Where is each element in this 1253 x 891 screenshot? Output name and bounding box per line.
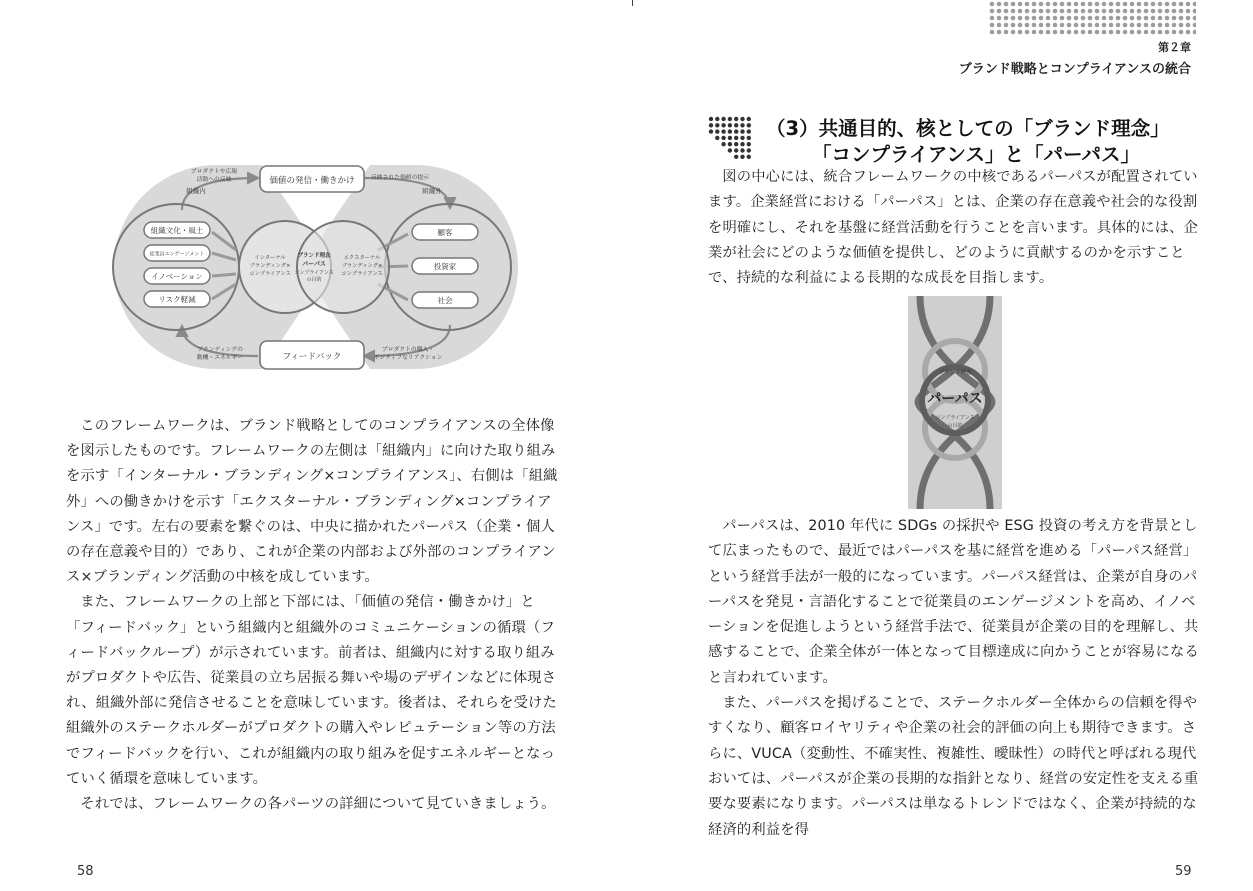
pattern-dot — [1137, 16, 1142, 21]
pattern-dot — [1186, 23, 1191, 28]
pattern-dot — [1081, 23, 1086, 28]
pattern-dot — [1165, 2, 1170, 7]
pattern-dot — [1123, 23, 1128, 28]
heading-mark-dot — [747, 136, 751, 140]
pattern-dot — [1130, 30, 1135, 35]
heading-mark-dot — [715, 123, 719, 127]
pattern-dot — [1067, 16, 1072, 21]
pattern-dot — [1074, 30, 1079, 35]
pattern-dot — [1053, 23, 1058, 28]
heading-mark-dot — [747, 129, 751, 133]
pattern-dot — [1151, 30, 1156, 35]
heading-mark-dot — [747, 155, 751, 159]
internal-center-1: インターナル — [254, 255, 286, 261]
figure-label-bottom-2: の目的 — [947, 423, 963, 429]
pattern-dot — [1046, 23, 1051, 28]
pattern-dot — [1109, 2, 1114, 7]
heading-mark-dot — [740, 129, 744, 133]
pattern-dot — [997, 30, 1002, 35]
pattern-dot — [997, 2, 1002, 7]
pattern-dot — [1116, 23, 1121, 28]
pattern-dot — [1151, 16, 1156, 21]
diagram-label-external: 組織外 — [422, 187, 442, 195]
heading-mark-dot — [709, 123, 713, 127]
pattern-dot — [1004, 16, 1009, 21]
heading-mark-dot — [734, 123, 738, 127]
pattern-dot — [990, 2, 995, 7]
pattern-dot — [1095, 30, 1100, 35]
pattern-dot — [1039, 30, 1044, 35]
pattern-dot — [990, 30, 995, 35]
internal-item-3: イノベーション — [151, 272, 203, 281]
heading-mark-dot — [715, 117, 719, 121]
heading-mark-dot — [740, 142, 744, 146]
paragraph: また、フレームワークの上部と下部には、「価値の発信・働きかけ」と「フィードバック」という組織内と組織外のコミュニケーションの循環（フィードバックループ）が示されています。前者は、組織内に対する取り組みがプロダクトや広告、従業員の立ち居振る舞いや場のデザインなどに体現され、組織外部に発信させることを意味しています。後者は、それらを受けた組織外のステークホルダーがプロダクトの購入やレピュテーション等の方法でフィードバックを行い、これが組織内の取り組みを促すエネルギーとなっていく循環を意味しています。 — [66, 594, 557, 787]
pattern-dot — [1011, 30, 1016, 35]
pattern-dot — [1032, 16, 1037, 21]
pattern-dot — [1011, 9, 1016, 14]
pattern-dot — [1109, 9, 1114, 14]
purpose-figure — [908, 296, 1002, 509]
pattern-dot — [1067, 30, 1072, 35]
heading-mark-dot — [747, 117, 751, 121]
pattern-dot — [1158, 2, 1163, 7]
pattern-dot — [1060, 2, 1065, 7]
pattern-dot — [1032, 2, 1037, 7]
pattern-dot — [1137, 23, 1142, 28]
pattern-dot — [1039, 9, 1044, 14]
pattern-dot — [1151, 2, 1156, 7]
pattern-dot — [1116, 2, 1121, 7]
pattern-dot — [1123, 16, 1128, 21]
pattern-dot — [1130, 23, 1135, 28]
external-item-1: 顧客 — [437, 228, 453, 237]
paragraph: また、パーパスを掲げることで、ステークホルダー全体からの信頼を得やすくなり、顧客ロイヤリティや企業の社会的評価の向上も期待できます。さらに、VUCA（変動性、不確実性、複雑性、曖昧性）の時代と呼ばれる現代おいては、パーパスが企業の長期的な指針となり、経営の安定性を支える重要な要素になります。パーパスは単なるトレンドではなく、企業が持続的な経済的利益を得 — [708, 695, 1199, 838]
pattern-dot — [1032, 30, 1037, 35]
pattern-dot — [1193, 30, 1196, 35]
pattern-dot — [1151, 9, 1156, 14]
heading-mark-dot — [740, 123, 744, 127]
heading-mark-dot — [740, 117, 744, 121]
pattern-dot — [1053, 30, 1058, 35]
pattern-dot — [1179, 30, 1184, 35]
chapter-number: 第２章 — [1158, 41, 1191, 54]
heading-mark-dot — [721, 123, 725, 127]
pattern-dot — [1137, 9, 1142, 14]
heading-mark-dot — [728, 148, 732, 152]
pattern-dot — [1081, 2, 1086, 7]
pattern-dot — [1018, 2, 1023, 7]
internal-center-2: ブランディング× — [249, 263, 291, 269]
pattern-dot — [1172, 16, 1177, 21]
pattern-dot — [1081, 30, 1086, 35]
pattern-dot — [1193, 2, 1196, 7]
pattern-dot — [1053, 9, 1058, 14]
paragraph: 図の中心には、統合フレームワークの中核であるパーパスが配置されています。企業経営における「パーパス」とは、企業の存在意義や社会的な役割を明確にし、それを基盤に経営活動を行うことを言います。具体的には、企業が社会にどのような価値を提供し、どのように貢献するのかを示すことで、持続的な利益による長期的な成長を目指します。 — [708, 169, 1199, 287]
pattern-dot — [1032, 9, 1037, 14]
pattern-dot — [1060, 23, 1065, 28]
heading-mark-dot — [709, 117, 713, 121]
diagram-note-bottom-left-2: 動機・エネルギー — [196, 355, 244, 361]
external-center-2: ブランディング× — [341, 263, 383, 269]
paragraph: このフレームワークは、ブランド戦略としてのコンプライアンスの全体像を図示したものです。フレームワークの左側は「組織内」に向けた取り組みを示す「インターナル・ブランディング×コンプライアンス」、右側は「組織外」への働きかけを示す「エクスターナル・ブランディング×コンプライアンス」です。左右の要素を繋ぐのは、中央に描かれたパーパス（企業・個人の存在意義や目的）であり、これが企業の内部および外部のコンプライアンス×ブランディング活動の中核を成しています。 — [66, 418, 558, 586]
heading-mark-dot — [734, 155, 738, 159]
core-label-2: パーパス — [302, 261, 326, 268]
heading-dot-mark — [708, 116, 754, 162]
figure-label-top: ブランド理念 — [938, 370, 972, 376]
pattern-dot — [997, 9, 1002, 14]
heading-mark-dot — [728, 117, 732, 121]
pattern-dot — [1025, 9, 1030, 14]
pattern-dot — [997, 16, 1002, 21]
pattern-dot — [1186, 30, 1191, 35]
pattern-dot — [1144, 16, 1149, 21]
pattern-dot — [1179, 23, 1184, 28]
spread-divider — [632, 0, 633, 6]
pattern-dot — [1060, 16, 1065, 21]
internal-item-1: 組織文化・風土 — [150, 226, 204, 235]
pattern-dot — [1165, 23, 1170, 28]
pattern-dot — [1011, 16, 1016, 21]
pattern-dot — [1067, 9, 1072, 14]
pattern-dot — [1011, 2, 1016, 7]
pattern-dot — [1179, 9, 1184, 14]
left-page-body — [66, 414, 560, 817]
right-page-body-top — [708, 165, 1204, 291]
pattern-dot — [1018, 30, 1023, 35]
pattern-dot — [1137, 30, 1142, 35]
pattern-dot — [1102, 23, 1107, 28]
pattern-dot — [1060, 30, 1065, 35]
pattern-dot — [1186, 16, 1191, 21]
chapter-title: ブランド戦略とコンプライアンスの統合 — [958, 62, 1191, 77]
pattern-dot — [1109, 30, 1114, 35]
heading-mark-dot — [740, 148, 744, 152]
pattern-dot — [1172, 30, 1177, 35]
internal-item-4: リスク軽減 — [158, 295, 196, 304]
paragraph: それでは、フレームワークの各パーツの詳細について見ていきましょう。 — [80, 796, 556, 813]
pattern-dot — [1123, 30, 1128, 35]
pattern-dot — [1123, 2, 1128, 7]
pattern-dot — [1025, 30, 1030, 35]
heading-mark-dot — [721, 142, 725, 146]
core-label-4: の目的 — [306, 277, 322, 283]
pattern-dot — [1018, 16, 1023, 21]
pattern-dot — [990, 23, 995, 28]
pattern-dot — [1172, 23, 1177, 28]
pattern-dot — [1004, 23, 1009, 28]
pattern-dot — [1046, 2, 1051, 7]
page-number-right: 59 — [1175, 864, 1192, 879]
pattern-dot — [1109, 16, 1114, 21]
paragraph: パーパスは、2010 年代に SDGs の採択や ESG 投資の考え方を背景として広まったもので、最近ではパーパスを基に経営を進める「パーパス経営」という経営手法が一般的になっています。パーパス経営は、企業が自身のパーパスを発見・言語化することで従業員のエンゲージメントを高め、イノベーションを促進しようという経営手法で、従業員が企業の目的を理解し、共感することで、企業全体が一体となって目標達成に向かうことが容易になると言われています。 — [708, 518, 1199, 686]
diagram-label-internal: 組織内 — [186, 187, 206, 195]
pattern-dot — [1074, 9, 1079, 14]
pattern-dot — [1039, 23, 1044, 28]
pattern-dot — [1144, 2, 1149, 7]
pattern-dot — [1179, 16, 1184, 21]
pattern-dot — [1172, 2, 1177, 7]
heading-mark-dot — [715, 136, 719, 140]
diagram-note-top-left-1: プロダクトや広報 — [190, 169, 238, 175]
figure-label-bottom-1: コンプライアンス — [935, 415, 975, 421]
pattern-dot — [1165, 16, 1170, 21]
pattern-dot — [1081, 16, 1086, 21]
pattern-dot — [1116, 30, 1121, 35]
pattern-dot — [1060, 9, 1065, 14]
pattern-dot — [1088, 30, 1093, 35]
pattern-dot — [1018, 9, 1023, 14]
pattern-dot — [1088, 16, 1093, 21]
pattern-dot — [1067, 2, 1072, 7]
heading-mark-dot — [734, 142, 738, 146]
core-label-3: コンプライアンス — [294, 270, 334, 276]
heading-mark-dot — [728, 142, 732, 146]
external-item-2: 投資家 — [433, 262, 457, 271]
pattern-dot — [1165, 9, 1170, 14]
pattern-dot — [1102, 16, 1107, 21]
pattern-dot — [1172, 9, 1177, 14]
pattern-dot — [1088, 9, 1093, 14]
pattern-dot — [1088, 2, 1093, 7]
pattern-dot — [1095, 2, 1100, 7]
pattern-dot — [1095, 23, 1100, 28]
pattern-dot — [1053, 16, 1058, 21]
heading-mark-dot — [709, 129, 713, 133]
diagram-note-top-right: 反映された価値の提示 — [371, 175, 429, 181]
internal-item-2: 従業員エンゲージメント — [149, 251, 205, 258]
pattern-dot — [1193, 9, 1196, 14]
diagram-note-bottom-left-1: ブランディングの — [197, 347, 243, 353]
heading-mark-dot — [734, 136, 738, 140]
pattern-dot — [1116, 9, 1121, 14]
pattern-dot — [1109, 23, 1114, 28]
pattern-dot — [1137, 2, 1142, 7]
pattern-dot — [997, 23, 1002, 28]
pattern-dot — [1144, 23, 1149, 28]
pattern-dot — [1123, 9, 1128, 14]
internal-center-3: コンプライアンス — [249, 271, 291, 277]
pattern-dot — [1102, 2, 1107, 7]
pattern-dot — [1095, 16, 1100, 21]
pattern-dot — [1039, 16, 1044, 21]
pattern-dot — [1074, 16, 1079, 21]
pattern-dot — [1116, 16, 1121, 21]
pattern-dot — [1046, 30, 1051, 35]
pattern-dot — [1186, 2, 1191, 7]
pattern-dot — [1193, 23, 1196, 28]
pattern-dot — [1053, 2, 1058, 7]
pattern-dot — [1158, 23, 1163, 28]
section-heading-line-2: 「コンプライアンス」と「パーパス」 — [812, 143, 1140, 166]
framework-diagram — [112, 150, 522, 380]
heading-mark-dot — [734, 117, 738, 121]
pattern-dot — [1095, 9, 1100, 14]
pattern-dot — [1032, 23, 1037, 28]
pattern-dot — [1165, 30, 1170, 35]
heading-mark-dot — [740, 136, 744, 140]
pattern-dot — [1025, 2, 1030, 7]
pattern-dot — [1004, 2, 1009, 7]
external-center-1: エクスターナル — [343, 255, 381, 261]
heading-mark-dot — [721, 129, 725, 133]
right-page-body-bottom — [708, 514, 1204, 843]
core-label-1: ブランド理念 — [297, 253, 331, 259]
heading-mark-dot — [747, 148, 751, 152]
heading-mark-dot — [721, 136, 725, 140]
heading-mark-dot — [747, 142, 751, 146]
diagram-note-top-left-2: 活動への反映 — [196, 177, 232, 183]
pattern-dot — [1039, 2, 1044, 7]
heading-mark-dot — [715, 129, 719, 133]
diagram-top-box: 価値の発信・働きかけ — [269, 176, 355, 186]
pattern-dot — [1186, 9, 1191, 14]
section-heading — [766, 116, 1170, 168]
pattern-dot — [1158, 16, 1163, 21]
heading-mark-dot — [728, 136, 732, 140]
pattern-dot — [1067, 23, 1072, 28]
diagram-note-bottom-right-2: ポジティブなリアクション — [373, 355, 443, 361]
pattern-dot — [1193, 16, 1196, 21]
heading-mark-dot — [734, 148, 738, 152]
page-number-left: 58 — [77, 864, 94, 879]
pattern-dot — [1179, 2, 1184, 7]
figure-label-main: パーパス — [927, 391, 983, 407]
diagram-bottom-box: フィードバック — [282, 352, 342, 362]
pattern-dot — [1004, 30, 1009, 35]
heading-mark-dot — [747, 123, 751, 127]
heading-mark-dot — [721, 117, 725, 121]
pattern-dot — [1130, 16, 1135, 21]
pattern-dot — [1144, 9, 1149, 14]
pattern-dot — [1130, 9, 1135, 14]
heading-mark-dot — [728, 123, 732, 127]
pattern-dot — [1074, 23, 1079, 28]
pattern-dot — [1158, 30, 1163, 35]
chapter-dot-pattern — [988, 0, 1196, 36]
pattern-dot — [1018, 23, 1023, 28]
pattern-dot — [1046, 9, 1051, 14]
diagram-note-bottom-right-1: プロダクトの購入・ — [381, 347, 435, 353]
pattern-dot — [990, 9, 995, 14]
pattern-dot — [1046, 16, 1051, 21]
pattern-dot — [1011, 23, 1016, 28]
heading-mark-dot — [734, 129, 738, 133]
pattern-dot — [1025, 16, 1030, 21]
pattern-dot — [1081, 9, 1086, 14]
pattern-dot — [1130, 2, 1135, 7]
external-item-3: 社会 — [437, 296, 453, 305]
pattern-dot — [1025, 23, 1030, 28]
heading-mark-dot — [740, 155, 744, 159]
pattern-dot — [1102, 9, 1107, 14]
pattern-dot — [1088, 23, 1093, 28]
external-center-3: コンプライアンス — [341, 271, 383, 277]
heading-mark-dot — [728, 129, 732, 133]
pattern-dot — [1144, 30, 1149, 35]
pattern-dot — [1158, 9, 1163, 14]
section-heading-line-1: （3）共通目的、核としての「ブランド理念」 — [766, 117, 1170, 140]
pattern-dot — [1102, 30, 1107, 35]
pattern-dot — [990, 16, 995, 21]
pattern-dot — [1151, 23, 1156, 28]
pattern-dot — [1004, 9, 1009, 14]
pattern-dot — [1074, 2, 1079, 7]
